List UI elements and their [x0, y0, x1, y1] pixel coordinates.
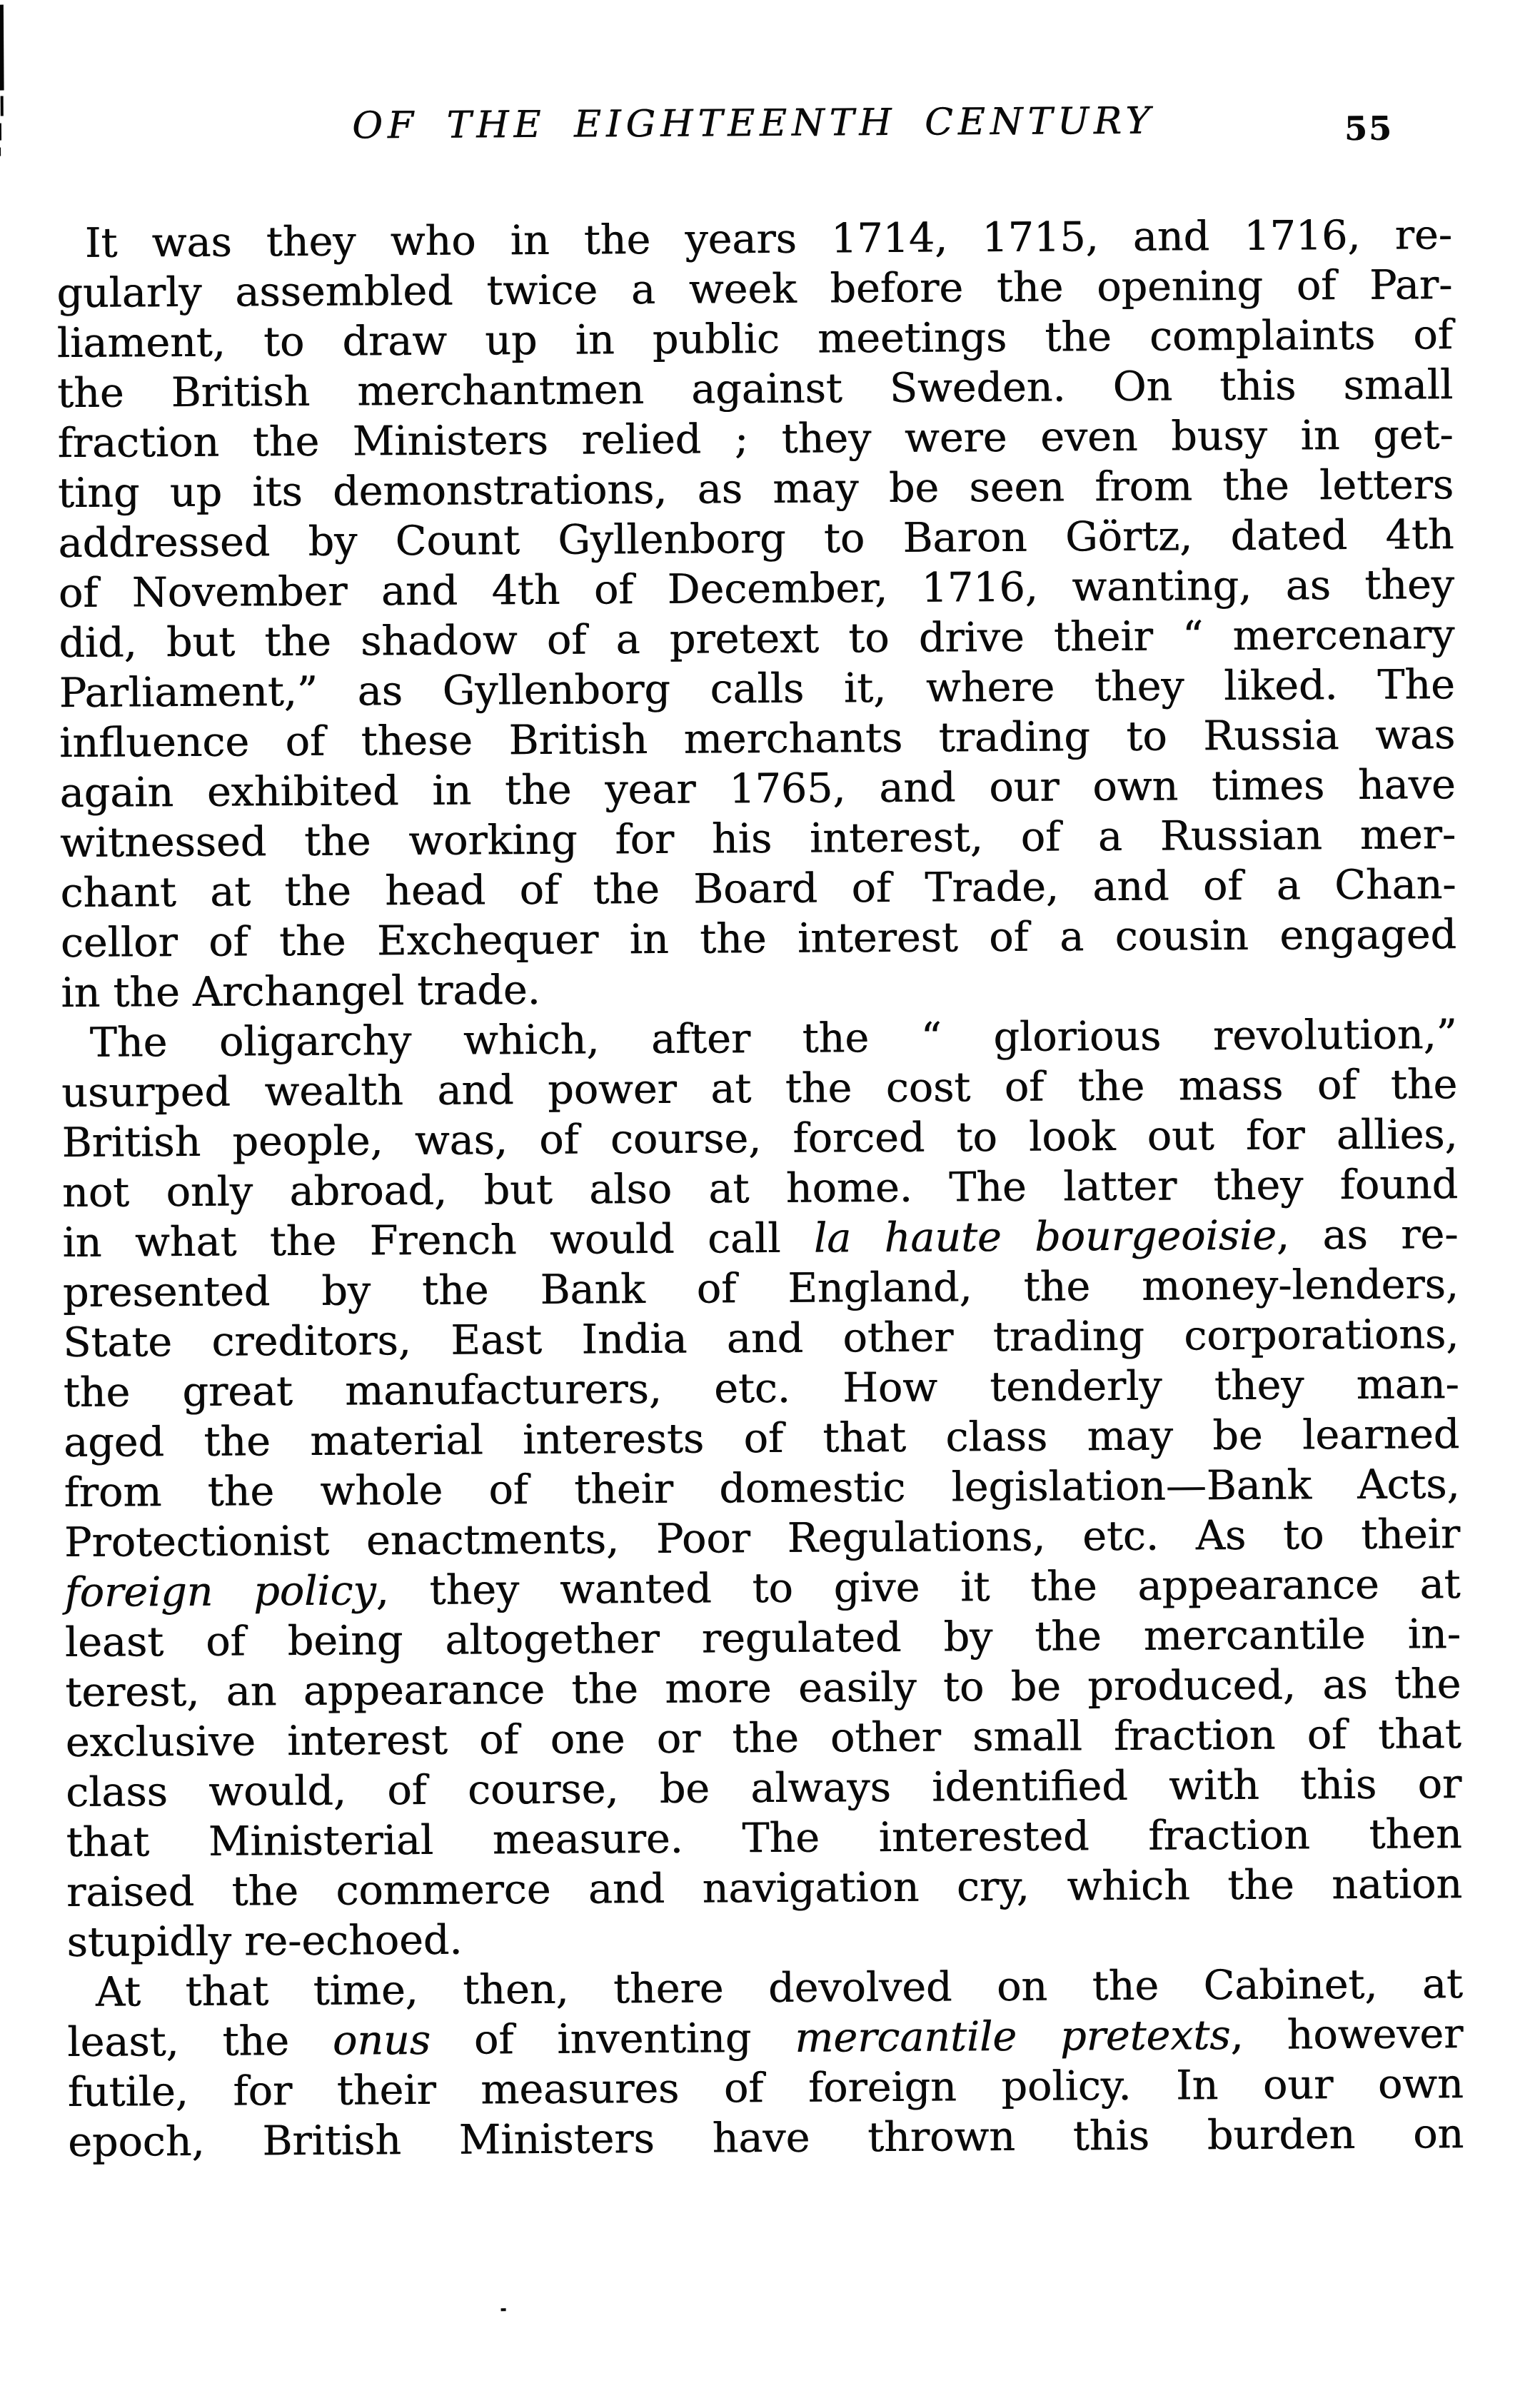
text-line — [64, 1509, 1460, 1568]
text-line — [57, 310, 1453, 368]
text-segment: of inventing — [430, 2014, 795, 2064]
text-segment: witnessed the working for his interest, of a Russian mer- — [59, 811, 1456, 867]
text-segment: British people, was, of course, forced to look out for allies, — [61, 1111, 1458, 1167]
text-segment: not only abroad, but also at home. The latter they found — [61, 1161, 1459, 1217]
text-line — [67, 2009, 1463, 2067]
text-line — [63, 1309, 1459, 1368]
text-line — [59, 660, 1455, 718]
text-segment: , as re- — [1276, 1211, 1459, 1259]
text-segment: , they wanted to give it the appearance at — [376, 1561, 1461, 1615]
text-segment: futile, for their measures of foreign policy. In our own — [67, 2060, 1464, 2117]
text-line — [61, 1109, 1457, 1168]
italic-text-segment: mercantile pretexts — [795, 2012, 1231, 2062]
text-line — [57, 360, 1453, 418]
scan-edge-artifact — [1, 96, 4, 116]
text-line — [62, 1159, 1458, 1218]
text-line — [61, 1059, 1457, 1118]
text-segment: exclusive interest of one or the other small fraction of that — [65, 1711, 1461, 1767]
text-segment: , however — [1230, 2010, 1464, 2060]
text-segment: terest, an appearance the more easily to be produced, as the — [65, 1661, 1461, 1717]
running-header — [56, 94, 1451, 160]
text-segment: class would, of course, be always identified with this or — [65, 1760, 1462, 1817]
text-line — [59, 710, 1455, 768]
text-line — [57, 410, 1453, 468]
text-segment: the great manufacturers, etc. How tenderly they man- — [63, 1361, 1459, 1417]
text-line — [63, 1259, 1459, 1318]
scan-edge-artifact — [0, 148, 1, 156]
text-segment: aged the material interests of that class may be learned — [63, 1411, 1460, 1467]
text-line — [62, 1209, 1458, 1268]
text-line — [60, 860, 1456, 918]
paragraph-first-line — [61, 1009, 1457, 1068]
text-line — [66, 1809, 1461, 1868]
text-segment: Parliament,” as Gyllenborg calls it, where they liked. The — [59, 661, 1455, 717]
text-segment: in the Archangel trade. — [61, 966, 540, 1017]
text-line — [59, 760, 1455, 818]
text-segment: least of being altogether regulated by the mercantile in- — [64, 1611, 1461, 1667]
text-segment: from the whole of their domestic legislation—Bank Acts, — [64, 1461, 1460, 1517]
text-segment: in what the French would call — [62, 1214, 815, 1267]
text-segment: It was they who in the years 1714, 1715, and 1716, re- — [84, 211, 1453, 267]
paragraph-first-line — [67, 1959, 1463, 2017]
text-segment: At that time, then, there devolved on the Cabinet, at — [95, 1960, 1464, 2016]
text-segment: again exhibited in the year 1765, and our own times have — [59, 761, 1456, 817]
italic-text-segment: foreign policy — [64, 1567, 376, 1617]
text-line — [68, 2109, 1464, 2167]
text-line — [66, 1909, 1462, 1968]
body-text — [56, 210, 1464, 2167]
text-line — [59, 560, 1454, 618]
text-line — [59, 610, 1454, 668]
text-segment: presented by the Bank of England, the money-lenders, — [62, 1261, 1459, 1317]
text-segment: influence of these British merchants trading to Russia was — [59, 711, 1456, 767]
text-line — [65, 1659, 1461, 1718]
text-segment: epoch, British Ministers have thrown this burden on — [67, 2110, 1464, 2167]
text-segment: liament, to draw up in public meetings the complaints of — [56, 311, 1453, 368]
text-segment: Protectionist enactments, Poor Regulations, etc. As to their — [64, 1511, 1461, 1567]
text-segment: addressed by Count Gyllenborg to Baron Görtz, dated 4th — [58, 511, 1454, 568]
italic-text-segment: la haute bourgeoisie — [813, 1211, 1277, 1262]
text-segment: gularly assembled twice a week before the opening of Par- — [56, 261, 1453, 318]
text-line — [58, 460, 1454, 518]
text-segment: State creditors, East India and other trading corporations, — [63, 1311, 1459, 1367]
paragraph-first-line — [56, 210, 1452, 268]
text-line — [61, 910, 1456, 968]
text-segment: of November and 4th of December, 1716, wanting, as they — [58, 561, 1455, 618]
italic-text-segment: onus — [332, 2016, 431, 2065]
text-line — [61, 959, 1456, 1018]
text-line — [64, 1459, 1459, 1518]
scan-edge-artifact — [0, 5, 4, 91]
text-line — [64, 1559, 1460, 1618]
text-line — [60, 810, 1456, 868]
text-line — [58, 510, 1454, 568]
text-line — [66, 1759, 1461, 1818]
text-segment: fraction the Ministers relied ; they were even busy in get- — [57, 411, 1454, 468]
text-segment: that Ministerial measure. The interested fraction then — [66, 1810, 1462, 1867]
text-line — [56, 260, 1452, 318]
text-line — [65, 1609, 1461, 1668]
scan-speck-artifact — [501, 2308, 506, 2311]
chapter-running-title: OF THE EIGHTEENTH CENTURY — [351, 99, 1155, 148]
text-segment: least, the — [67, 2017, 333, 2067]
scan-edge-artifact — [0, 124, 1, 141]
text-line — [66, 1709, 1461, 1768]
text-line — [66, 1859, 1462, 1918]
text-segment: the British merchantmen against Sweden. On this small — [56, 361, 1454, 418]
text-line — [68, 2059, 1464, 2117]
text-segment: did, but the shadow of a pretext to drive their “ mercenary — [59, 611, 1455, 667]
text-segment: ting up its demonstrations, as may be seen from the letters — [57, 461, 1454, 518]
text-line — [64, 1359, 1459, 1418]
text-segment: cellor of the Exchequer in the interest of a cousin engaged — [60, 911, 1457, 967]
text-segment: usurped wealth and power at the cost of the mass of the — [61, 1061, 1458, 1117]
text-segment: stupidly re-echoed. — [66, 1916, 463, 1967]
page-number: 55 — [1344, 109, 1394, 148]
text-segment: raised the commerce and navigation cry, which the nation — [66, 1860, 1463, 1917]
text-segment: The oligarchy which, after the “ glorious revolution,” — [89, 1011, 1457, 1067]
text-segment: chant at the head of the Board of Trade, and of a Chan- — [60, 861, 1456, 917]
text-line — [64, 1409, 1459, 1468]
